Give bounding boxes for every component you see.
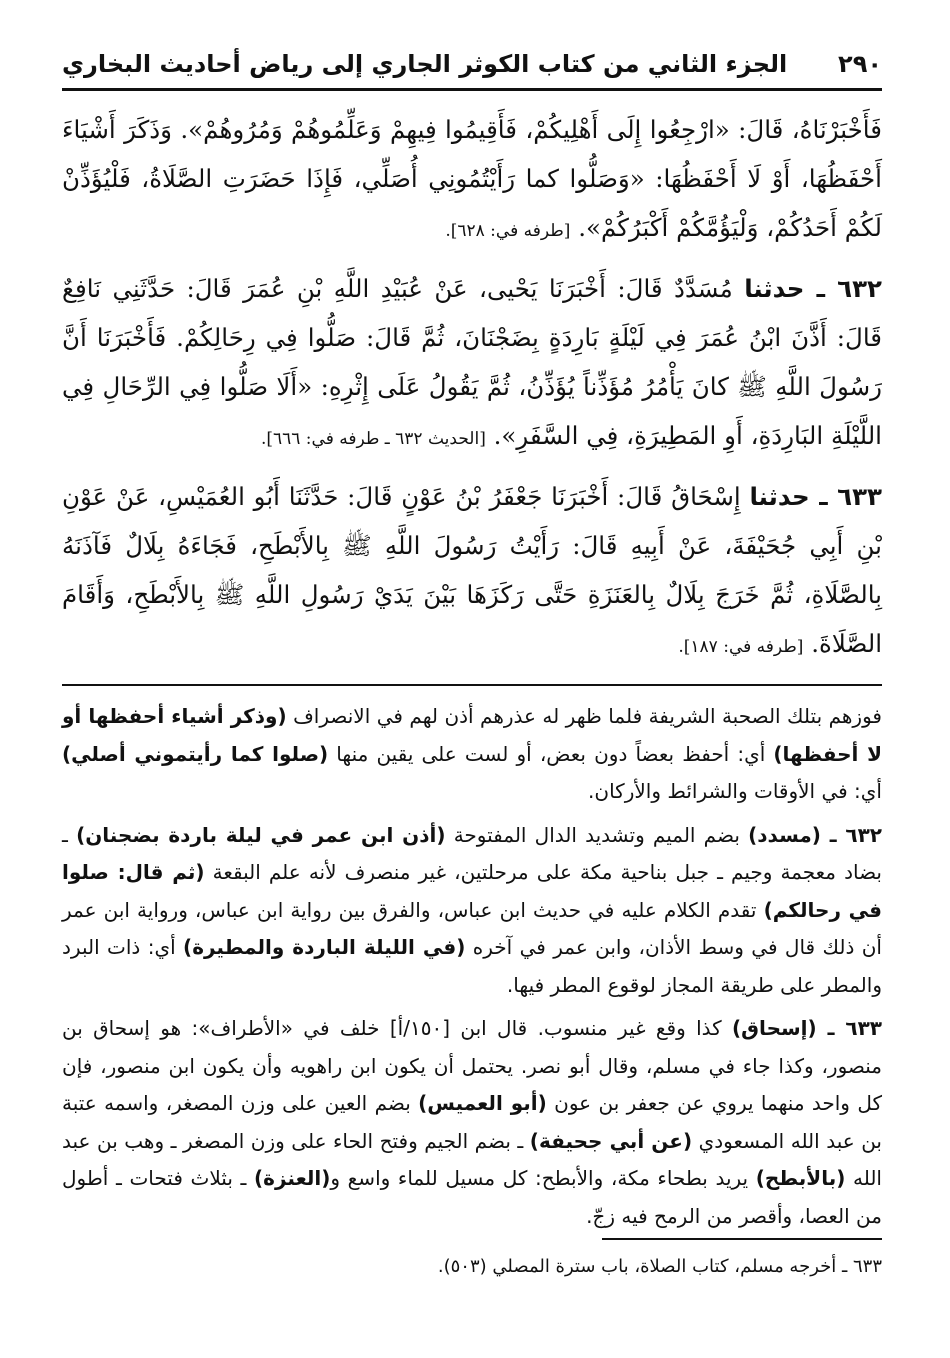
hadith-text-body: فَأَخْبَرْنَاهُ، قَالَ: «ارْجِعُوا إِلَى أَهْلِيكُمْ، فَأَقِيمُوا فِيهِمْ وَعَلِّمُوهُمْ وَمُرُوهُمْ». وَذَكَرَ أَشْيَاءَ أَحْفَظُهَا، أَوْ لَا أَحْفَظُهَا: «وَصَلُّوا كما رَأَيْتُمُونِي أُصَلِّي، فَإِذَا حَضَرَتِ الصَّلَاةُ، فَلْيُؤَذِّنْ لَكُمْ أَحَدُكُمْ، وَلْيَؤُمَّكُمْ أَكْبَرُكُمْ». bbox=[62, 115, 882, 242]
commentary-lemma: (ثم قال: صلوا في رحالكم) bbox=[62, 860, 882, 922]
commentary-text: يريد بطحاء مكة، والأبطح: كل مسيل للماء واسع و bbox=[330, 1166, 756, 1190]
footnote-rule bbox=[602, 1238, 882, 1240]
commentary-text: كذا وقع غير منسوب. قال ابن [١٥٠/أ] خلف في «الأطراف»: هو إسحاق بن منصور، وكذا جاء في مسلم، وقال أبو نصر. يحتمل أن يكون ابن راهويه وأن يكون ابن منصور، فإن كل واحد منهما يروي عن جعفر بن عون bbox=[62, 1016, 882, 1115]
commentary-lemma: (وذكر أشياء أحفظها أو لا أحفظها) bbox=[62, 704, 883, 766]
commentary-lemma: (أبو العميس) bbox=[418, 1091, 547, 1115]
page-number: ٢٩٠ bbox=[838, 50, 882, 78]
book-title: الجزء الثاني من كتاب الكوثر الجاري إلى رياض أحاديث البخاري bbox=[62, 50, 788, 78]
commentary-lemma: (أذن ابن عمر في ليلة باردة بضجنان) bbox=[76, 822, 446, 847]
page bbox=[62, 50, 882, 1241]
commentary-text: ـ بضاد معجمة وجيم ـ جبل بناحية مكة على مرحلتين، غير منصرف لأنه علم البقعة bbox=[62, 822, 882, 884]
hadith-reference: [طرفه في: ٦٢٨]. bbox=[445, 221, 571, 241]
commentary-text: تقدم الكلام عليه في حديث ابن عباس، والفرق بين رواية ابن عباس، ورواية ابن عمر أن ذلك قال في وسط الأذان، وابن عمر في آخره bbox=[62, 897, 882, 959]
hadith-text-body: إِسْحَاقُ قَالَ: أَخْبَرَنَا جَعْفَرُ بْنُ عَوْنٍ قَالَ: حَدَّثَنَا أَبُو العُمَيْسِ، عَنْ عَوْنِ بْنِ أَبِي جُحَيْفَةَ، عَنْ أَبِيهِ قَالَ: رَأَيْتُ رَسُولَ اللَّهِ ﷺ بِالأَبْطَحِ، فَجَاءَهُ بِلَالٌ فَآذَنَهُ بِالصَّلَاةِ، ثُمَّ خَرَجَ بِلَالٌ بِالعَنَزَةِ حَتَّى رَكَزَهَا بَيْنَ يَدَيْ رَسُولِ اللَّهِ ﷺ بِالأَبْطَحِ، وَأَقَامَ الصَّلَاةَ. bbox=[62, 482, 882, 658]
commentary-paragraph bbox=[62, 698, 882, 811]
running-header bbox=[62, 50, 882, 91]
commentary-text: بضم الميم وتشديد الدال المفتوحة bbox=[445, 822, 749, 847]
commentary bbox=[62, 698, 882, 1235]
hadith-paragraph bbox=[62, 472, 882, 672]
commentary-lemma: (صلوا كما رأيتموني أصلي) bbox=[62, 741, 329, 766]
commentary-lemma: (مسدد) bbox=[748, 822, 821, 847]
commentary-lemma: ٦٣٢ ـ bbox=[820, 822, 883, 847]
hadith-number: ٦٣٢ ـ حدثنا bbox=[744, 274, 882, 303]
commentary-paragraph bbox=[62, 1010, 882, 1235]
hadith-paragraph bbox=[62, 264, 882, 464]
commentary-lemma: ٦٣٣ ـ bbox=[816, 1016, 882, 1040]
commentary-text: أي: أحفظ بعضاً دون بعض، أو لست على يقين منها bbox=[328, 741, 774, 766]
hadith-reference: [الحديث ٦٣٢ ـ طرفه في: ٦٦٦]. bbox=[260, 429, 486, 449]
commentary-lemma: (عن أبي جحيفة) bbox=[529, 1128, 693, 1153]
commentary-text: فوزهم بتلك الصحبة الشريفة فلما ظهر له عذرهم أذن لهم في الانصراف bbox=[286, 704, 882, 728]
hadith-text bbox=[62, 105, 882, 672]
commentary-text: أي: في الأوقات والشرائط والأركان. bbox=[588, 779, 882, 803]
commentary-paragraph bbox=[62, 817, 882, 1005]
footnote: ٦٣٣ ـ أخرجه مسلم، كتاب الصلاة، باب سترة المصلي (٥٠٣). bbox=[437, 1256, 882, 1277]
commentary-lemma: (العنزة) bbox=[254, 1166, 331, 1190]
commentary-lemma: (بالأبطح) bbox=[755, 1166, 846, 1190]
commentary-text: بضم العين على وزن المصغر، واسمه عتبة بن عبد الله المسعودي bbox=[62, 1091, 882, 1153]
commentary-text: أي: ذات البرد والمطر على طريقة المجاز لوقوع المطر فيها. bbox=[62, 935, 882, 997]
section-divider bbox=[62, 684, 882, 686]
hadith-paragraph bbox=[62, 105, 882, 256]
commentary-lemma: (في الليلة الباردة والمطيرة) bbox=[183, 935, 466, 959]
hadith-reference: [طرفه في: ١٨٧]. bbox=[678, 637, 804, 657]
hadith-number: ٦٣٣ ـ حدثنا bbox=[749, 482, 882, 511]
commentary-text: ـ بثلاث فتحات ـ أطول من العصا، وأقصر من الرمح فيه زجّ. bbox=[62, 1166, 882, 1228]
hadith-text-body: مُسَدَّدٌ قَالَ: أَخْبَرَنَا يَحْيى، عَنْ عُبَيْدِ اللَّهِ بْنِ عُمَرَ قَالَ: حَدَّثَنِي نَافِعٌ قَالَ: أَذَّنَ ابْنُ عُمَرَ فِي لَيْلَةٍ بَارِدَةٍ بِضَجْنَانَ، ثُمَّ قَالَ: صَلُّوا فِي رِحَالِكُمْ. فَأَخْبَرَنَا أَنَّ رَسُولَ اللَّهِ ﷺ كانَ يَأْمُرُ مُؤَذِّناً يُؤَذِّنُ، ثُمَّ يَقُولُ عَلَى إِثْرِهِ: «أَلَا صَلُّوا فِي الرِّحَالِ فِي اللَّيْلَةِ البَارِدَةِ، أَوِ المَطِيرَةِ، فِي السَّفَرِ». bbox=[62, 274, 882, 450]
commentary-lemma: (إسحاق) bbox=[732, 1016, 817, 1040]
commentary-text: ـ بضم الجيم وفتح الحاء على وزن المصغر ـ وهب بن عبد الله bbox=[62, 1128, 882, 1190]
